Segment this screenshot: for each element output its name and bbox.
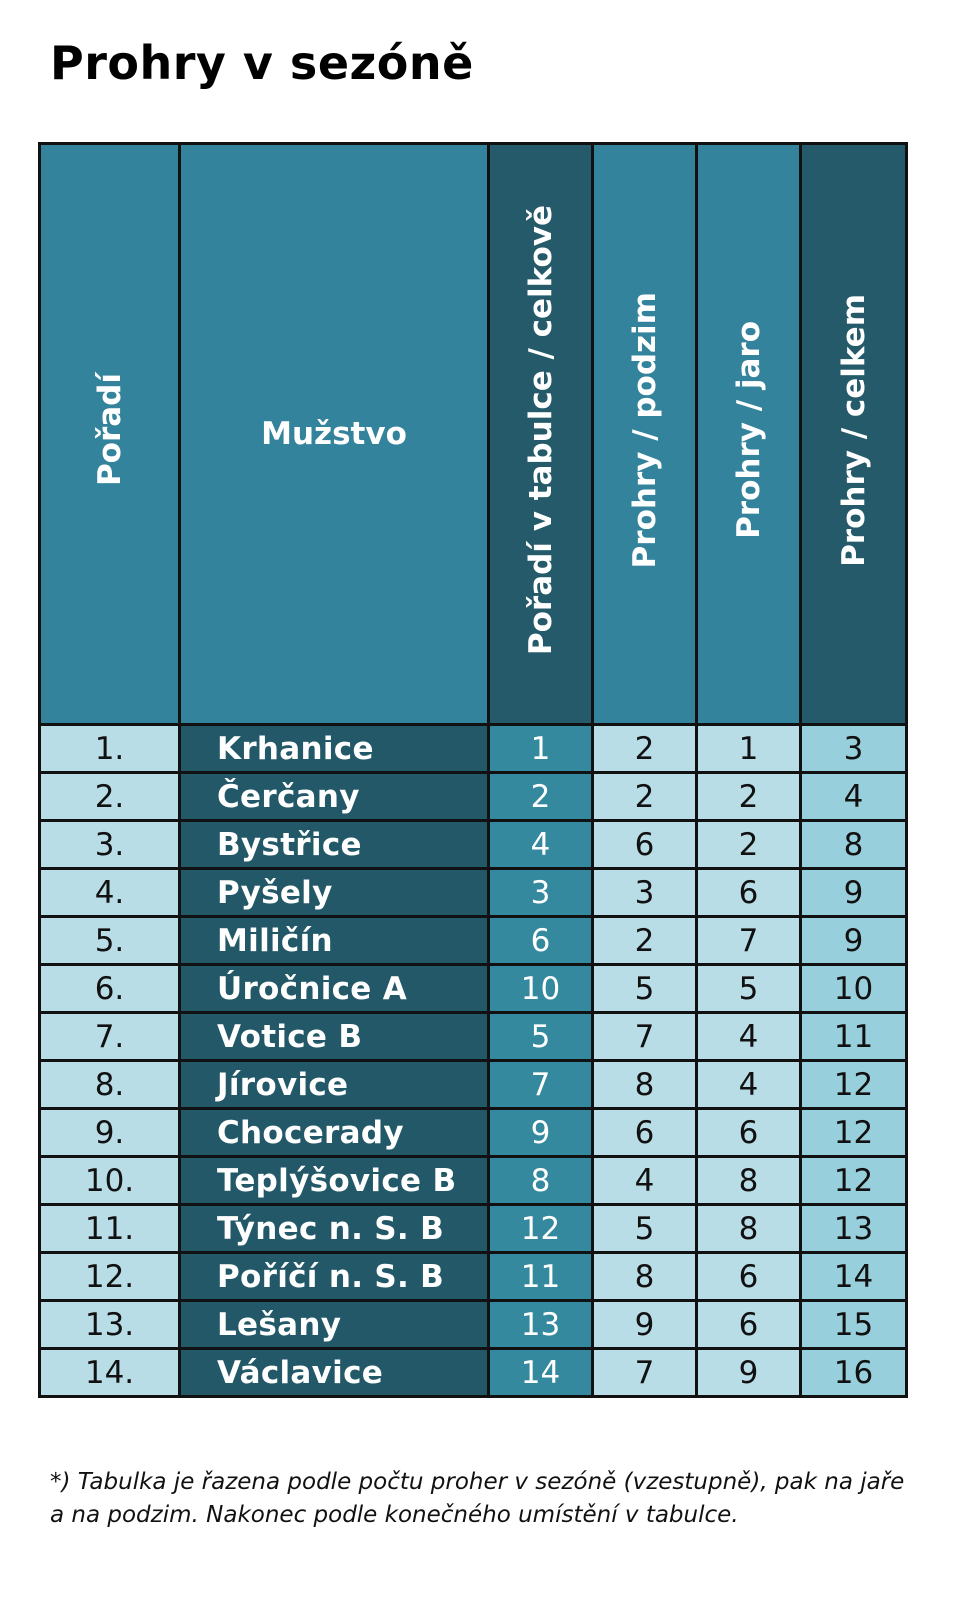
cell-losses-total: 13: [801, 1205, 907, 1253]
header-table-rank: [489, 144, 593, 725]
cell-losses-spring: 2: [697, 773, 801, 821]
cell-losses-autumn: 7: [593, 1013, 697, 1061]
header-losses-spring-label: Prohry / jaro: [730, 321, 767, 539]
cell-losses-total: 3: [801, 725, 907, 773]
cell-rank: 8.: [40, 1061, 180, 1109]
cell-team: Pyšely: [180, 869, 489, 917]
cell-table-rank: 11: [489, 1253, 593, 1301]
cell-losses-total: 9: [801, 869, 907, 917]
cell-team: Poříčí n. S. B: [180, 1253, 489, 1301]
cell-losses-autumn: 2: [593, 917, 697, 965]
table-row: [40, 1253, 907, 1301]
cell-table-rank: 2: [489, 773, 593, 821]
cell-losses-spring: 4: [697, 1013, 801, 1061]
cell-losses-spring: 4: [697, 1061, 801, 1109]
cell-losses-total: 12: [801, 1157, 907, 1205]
cell-table-rank: 12: [489, 1205, 593, 1253]
header-rank-label: Pořadí: [91, 373, 128, 487]
table-row: [40, 1109, 907, 1157]
cell-losses-autumn: 9: [593, 1301, 697, 1349]
cell-team: Teplýšovice B: [180, 1157, 489, 1205]
cell-rank: 1.: [40, 725, 180, 773]
cell-team: Týnec n. S. B: [180, 1205, 489, 1253]
header-losses-total: [801, 144, 907, 725]
cell-losses-total: 15: [801, 1301, 907, 1349]
cell-losses-spring: 8: [697, 1157, 801, 1205]
cell-team: Krhanice: [180, 725, 489, 773]
cell-losses-autumn: 4: [593, 1157, 697, 1205]
cell-losses-spring: 7: [697, 917, 801, 965]
cell-losses-total: 14: [801, 1253, 907, 1301]
header-table-rank-label: Pořadí v tabulce / celkově: [522, 204, 559, 656]
cell-losses-spring: 6: [697, 869, 801, 917]
cell-losses-autumn: 6: [593, 1109, 697, 1157]
cell-team: Čerčany: [180, 773, 489, 821]
cell-table-rank: 6: [489, 917, 593, 965]
page-title: Prohry v sezóně: [50, 36, 474, 90]
cell-losses-autumn: 6: [593, 821, 697, 869]
cell-losses-spring: 1: [697, 725, 801, 773]
cell-losses-total: 10: [801, 965, 907, 1013]
cell-losses-spring: 6: [697, 1109, 801, 1157]
cell-table-rank: 13: [489, 1301, 593, 1349]
table-row: [40, 1301, 907, 1349]
table-row: [40, 725, 907, 773]
cell-losses-autumn: 2: [593, 773, 697, 821]
cell-losses-spring: 2: [697, 821, 801, 869]
cell-table-rank: 14: [489, 1349, 593, 1397]
cell-team: Miličín: [180, 917, 489, 965]
header-losses-autumn-label: Prohry / podzim: [626, 291, 663, 569]
header-losses-autumn: [593, 144, 697, 725]
header-row: [40, 144, 907, 725]
cell-rank: 12.: [40, 1253, 180, 1301]
header-losses-spring: [697, 144, 801, 725]
cell-table-rank: 7: [489, 1061, 593, 1109]
cell-rank: 10.: [40, 1157, 180, 1205]
footnote: *) Tabulka je řazena podle počtu proher v sezóně (vzestupně), pak na jaře a na podzim. Nakonec podle konečného umístění v tabulce.: [50, 1469, 905, 1528]
cell-rank: 6.: [40, 965, 180, 1013]
cell-losses-total: 11: [801, 1013, 907, 1061]
cell-team: Lešany: [180, 1301, 489, 1349]
cell-rank: 13.: [40, 1301, 180, 1349]
cell-team: Úročnice A: [180, 965, 489, 1013]
cell-losses-total: 12: [801, 1061, 907, 1109]
cell-table-rank: 3: [489, 869, 593, 917]
table-row: [40, 1205, 907, 1253]
cell-rank: 9.: [40, 1109, 180, 1157]
cell-rank: 7.: [40, 1013, 180, 1061]
losses-table: [38, 142, 908, 1398]
cell-table-rank: 1: [489, 725, 593, 773]
cell-rank: 3.: [40, 821, 180, 869]
table-row: [40, 1061, 907, 1109]
cell-table-rank: 9: [489, 1109, 593, 1157]
cell-losses-autumn: 3: [593, 869, 697, 917]
cell-team: Bystřice: [180, 821, 489, 869]
cell-rank: 4.: [40, 869, 180, 917]
cell-rank: 2.: [40, 773, 180, 821]
cell-table-rank: 10: [489, 965, 593, 1013]
header-team: [180, 144, 489, 725]
header-team-label: Mužstvo: [261, 416, 407, 452]
cell-team: Votice B: [180, 1013, 489, 1061]
cell-losses-total: 4: [801, 773, 907, 821]
cell-losses-total: 8: [801, 821, 907, 869]
table-row: [40, 869, 907, 917]
cell-rank: 5.: [40, 917, 180, 965]
cell-table-rank: 8: [489, 1157, 593, 1205]
cell-losses-autumn: 7: [593, 1349, 697, 1397]
table-row: [40, 1013, 907, 1061]
cell-losses-autumn: 8: [593, 1061, 697, 1109]
table-row: [40, 773, 907, 821]
table-row: [40, 917, 907, 965]
table-row: [40, 1157, 907, 1205]
cell-losses-autumn: 2: [593, 725, 697, 773]
cell-table-rank: 5: [489, 1013, 593, 1061]
cell-losses-spring: 9: [697, 1349, 801, 1397]
cell-rank: 14.: [40, 1349, 180, 1397]
cell-team: Václavice: [180, 1349, 489, 1397]
cell-losses-total: 12: [801, 1109, 907, 1157]
header-rank: [40, 144, 180, 725]
cell-team: Chocerady: [180, 1109, 489, 1157]
table-row: [40, 965, 907, 1013]
header-losses-total-label: Prohry / celkem: [835, 293, 872, 567]
cell-team: Jírovice: [180, 1061, 489, 1109]
cell-losses-spring: 8: [697, 1205, 801, 1253]
cell-losses-total: 9: [801, 917, 907, 965]
cell-losses-spring: 6: [697, 1253, 801, 1301]
table-row: [40, 1349, 907, 1397]
cell-losses-total: 16: [801, 1349, 907, 1397]
cell-table-rank: 4: [489, 821, 593, 869]
cell-losses-autumn: 5: [593, 965, 697, 1013]
cell-losses-spring: 6: [697, 1301, 801, 1349]
table-row: [40, 821, 907, 869]
cell-losses-autumn: 8: [593, 1253, 697, 1301]
cell-losses-spring: 5: [697, 965, 801, 1013]
cell-rank: 11.: [40, 1205, 180, 1253]
cell-losses-autumn: 5: [593, 1205, 697, 1253]
